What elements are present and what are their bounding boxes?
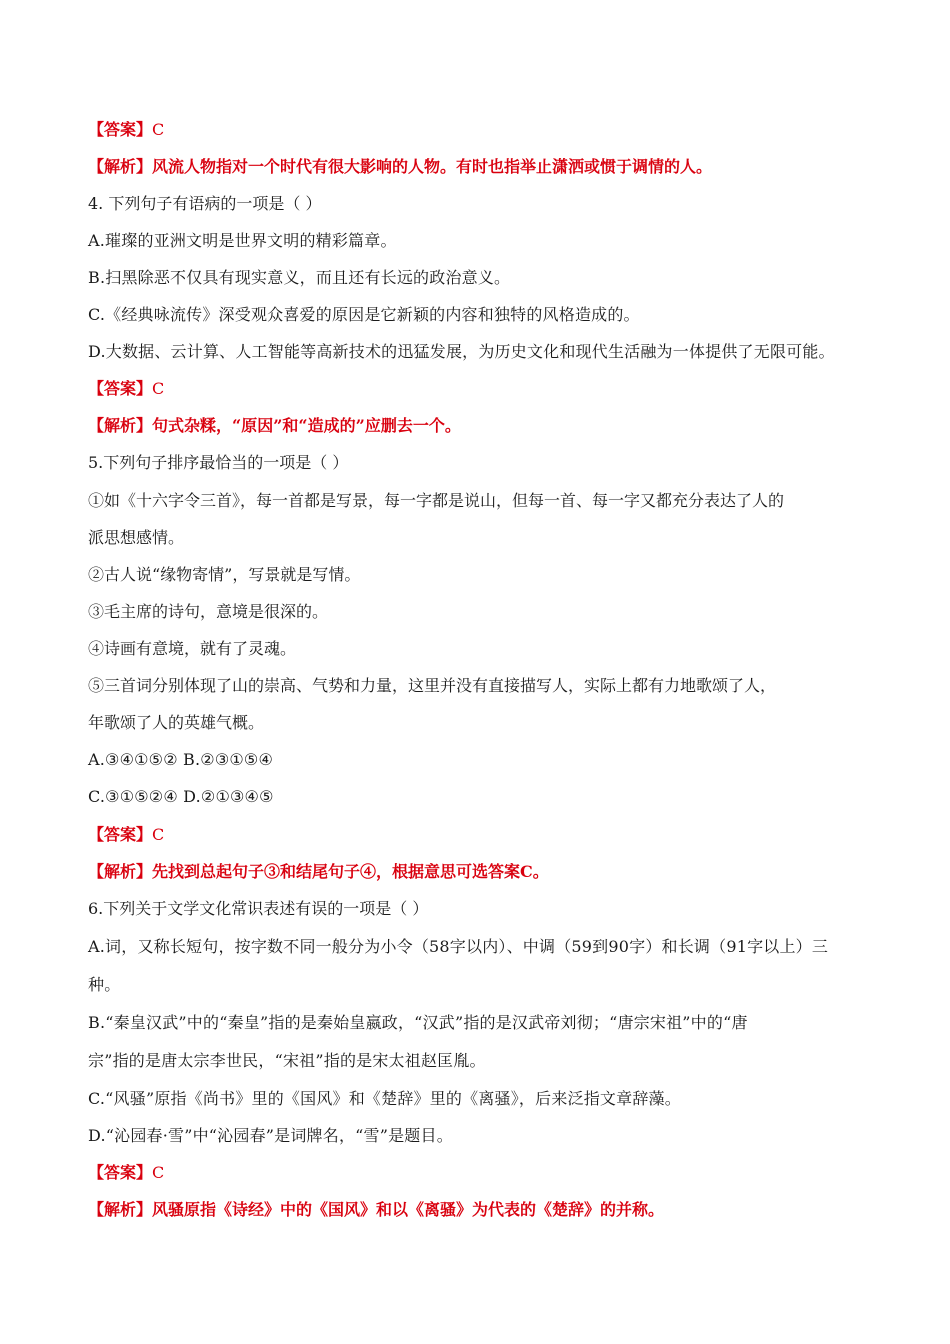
q5-sentence-1: ①如《十六字令三首》，每一首都是写景，每一字都是说山，但每一首、每一字又都充分表达了人的 — [88, 491, 785, 510]
q6-option-a-cont: 种。 — [88, 975, 121, 994]
explanation-text: 风流人物指对一个时代有很大影响的人物。有时也指举止潇洒或惯于调情的人。 — [152, 157, 713, 176]
q4-stem: 4. 下列句子有语病的一项是（ ） — [88, 194, 322, 213]
explanation-text: 句式杂糅，“原因”和“造成的”应删去一个。 — [152, 416, 461, 435]
answer-value: C — [152, 1163, 165, 1182]
q4-option-d: D.大数据、云计算、人工智能等高新技术的迅猛发展，为历史文化和现代生活融为一体提供了无限可能。 — [88, 342, 835, 361]
q6-option-a: A.词，又称长短句，按字数不同一般分为小令（58字以内）、中调（59到90字）和长调（91字以上）三 — [88, 937, 829, 956]
q3-explanation — [88, 157, 712, 177]
q6-option-c: C.“风骚”原指《尚书》里的《国风》和《楚辞》里的《离骚》，后来泛指文章辞藻。 — [88, 1089, 681, 1108]
explanation-tag: 【解析】 — [88, 157, 153, 176]
q3-answer — [88, 120, 164, 140]
q4-option-b: B.扫黑除恶不仅具有现实意义，而且还有长远的政治意义。 — [88, 268, 511, 287]
explanation-tag: 【解析】 — [88, 1200, 153, 1219]
answer-value: C — [152, 120, 165, 139]
q5-options-cd: C.③①⑤②④ D.②①③④⑤ — [88, 787, 274, 806]
q6-explanation — [88, 1200, 664, 1220]
answer-value: C — [152, 379, 165, 398]
q5-sentence-5-cont: 年歌颂了人的英雄气概。 — [88, 713, 265, 732]
q4-option-a: A.璀璨的亚洲文明是世界文明的精彩篇章。 — [88, 231, 397, 250]
q5-sentence-1-cont: 派思想感情。 — [88, 528, 185, 547]
explanation-tag: 【解析】 — [88, 416, 153, 435]
answer-tag: 【答案】 — [88, 825, 153, 844]
q5-explanation — [88, 862, 549, 882]
q6-stem: 6.下列关于文学文化常识表述有误的一项是（ ） — [88, 899, 429, 918]
q5-stem: 5.下列句子排序最恰当的一项是（ ） — [88, 453, 349, 472]
q6-option-d: D.“沁园春·雪”中“沁园春”是词牌名，“雪”是题目。 — [88, 1126, 453, 1145]
q5-answer — [88, 825, 164, 845]
q6-answer — [88, 1163, 164, 1183]
q5-sentence-4: ④诗画有意境，就有了灵魂。 — [88, 639, 297, 658]
explanation-text: 风骚原指《诗经》中的《国风》和以《离骚》为代表的《楚辞》的并称。 — [152, 1200, 665, 1219]
q6-option-b: B.“秦皇汉武”中的“秦皇”指的是秦始皇嬴政，“汉武”指的是汉武帝刘彻；“唐宗宋祖”中的“唐 — [88, 1013, 748, 1032]
q4-explanation — [88, 416, 461, 436]
answer-tag: 【答案】 — [88, 379, 153, 398]
q6-option-b-cont: 宗”指的是唐太宗李世民，“宋祖”指的是宋太祖赵匡胤。 — [88, 1051, 486, 1070]
q4-answer — [88, 379, 164, 399]
answer-tag: 【答案】 — [88, 1163, 153, 1182]
answer-tag: 【答案】 — [88, 120, 153, 139]
q4-option-c: C.《经典咏流传》深受观众喜爱的原因是它新颖的内容和独特的风格造成的。 — [88, 305, 640, 324]
q5-options-ab: A.③④①⑤② B.②③①⑤④ — [88, 750, 274, 769]
q5-sentence-2: ②古人说“缘物寄情”，写景就是写情。 — [88, 565, 361, 584]
answer-value: C — [152, 825, 165, 844]
explanation-tag: 【解析】 — [88, 862, 153, 881]
explanation-text: 先找到总起句子③和结尾句子④，根据意思可选答案C。 — [152, 862, 549, 881]
q5-sentence-5: ⑤三首词分别体现了山的崇高、气势和力量，这里并没有直接描写人，实际上都有力地歌颂了人， — [88, 676, 777, 695]
q5-sentence-3: ③毛主席的诗句，意境是很深的。 — [88, 602, 329, 621]
